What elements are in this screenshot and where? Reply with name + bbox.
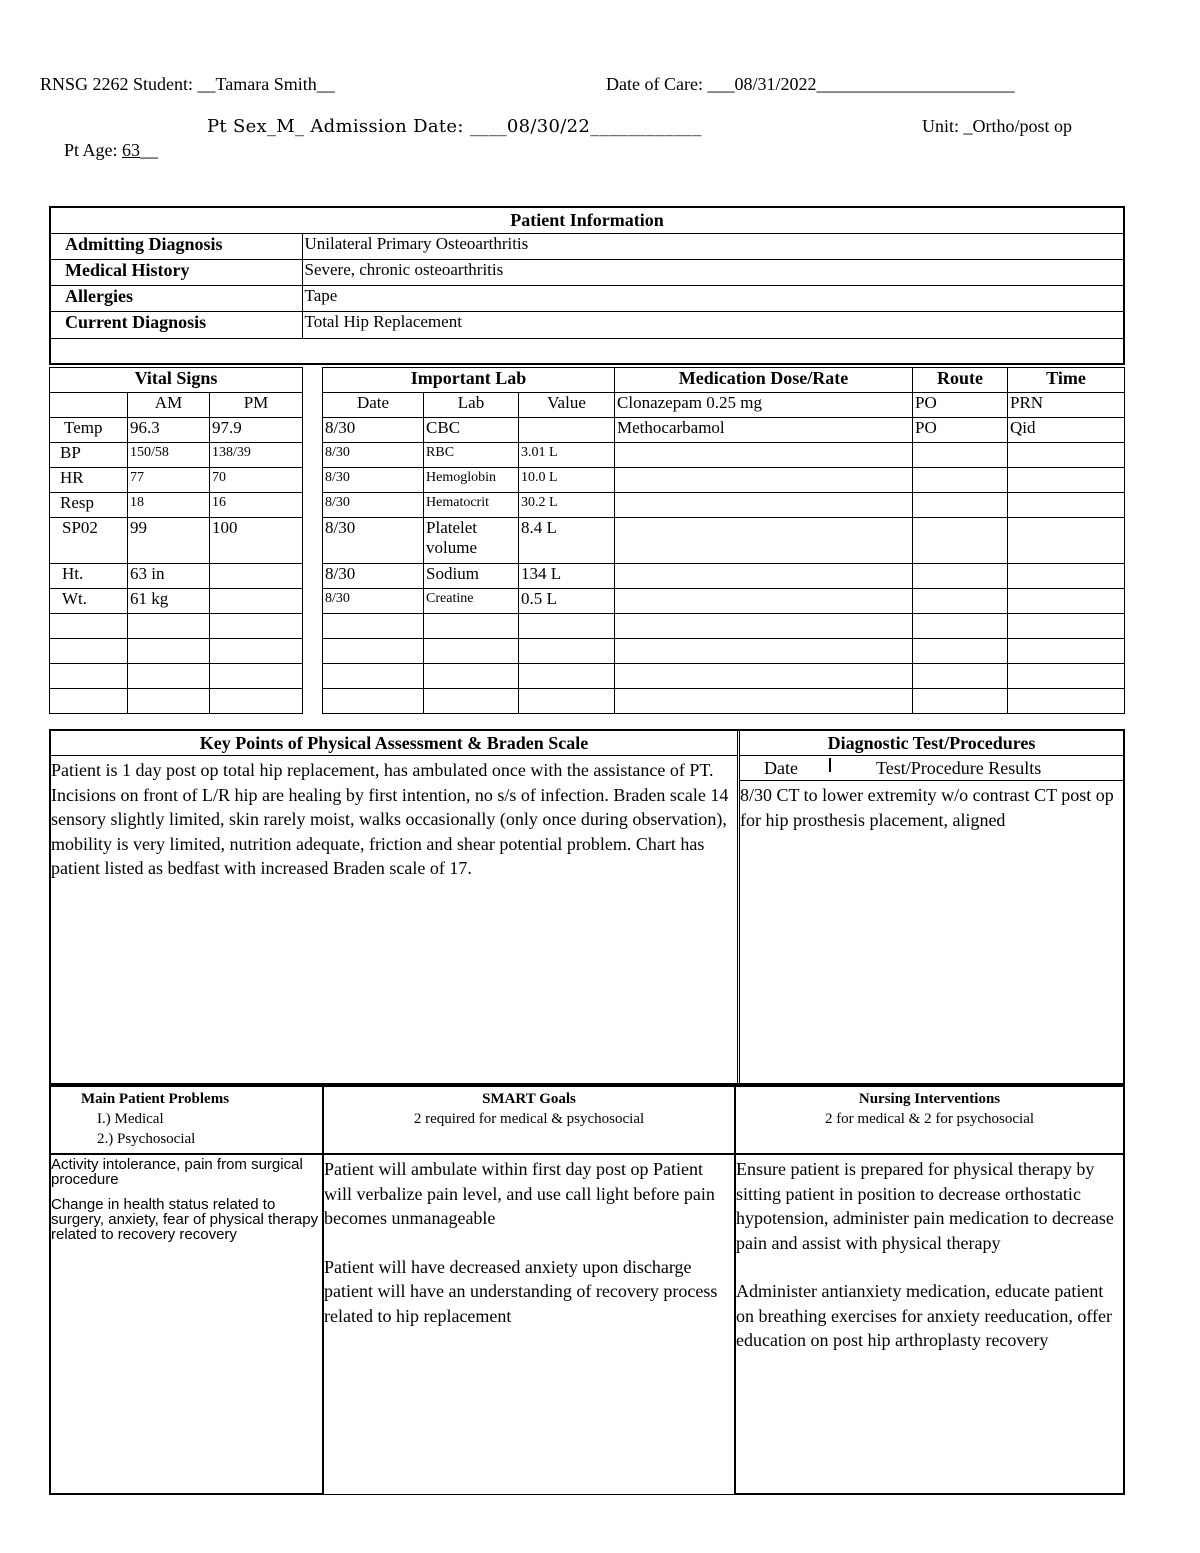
- lab-name: Platelet volume: [424, 518, 519, 564]
- unit-line: Unit: _Ortho/post op: [922, 116, 1073, 136]
- med-empty: [615, 468, 913, 493]
- lab-value: 10.0 L: [519, 468, 615, 493]
- vital-am: 77: [128, 468, 210, 493]
- current-diagnosis-label: Current Diagnosis: [50, 312, 302, 339]
- important-lab-title: Important Lab: [323, 368, 615, 393]
- lab-name: Creatine: [424, 589, 519, 614]
- diagnostic-text: 8/30 CT to lower extremity w/o contrast CT post op for hip prosthesis placement, aligned: [740, 785, 1114, 830]
- allergies-value: Tape: [302, 286, 1124, 312]
- header-divider: [829, 758, 831, 772]
- lab-name: CBC: [424, 418, 519, 443]
- lab-value: 3.01 L: [519, 443, 615, 468]
- lab-name: Hematocrit: [424, 493, 519, 518]
- problems-item-medical: I.) Medical: [97, 1111, 164, 1127]
- patient-info-table: [49, 206, 1125, 365]
- assessment-section: [49, 729, 1125, 1085]
- vital-label: Wt.: [50, 589, 128, 614]
- goals-header: [322, 1087, 736, 1155]
- lab-value: 30.2 L: [519, 493, 615, 518]
- goals-title: SMART Goals: [482, 1091, 576, 1107]
- med-empty: [615, 443, 913, 468]
- vital-pm: 70: [210, 468, 303, 493]
- problems-title: Main Patient Problems: [81, 1091, 230, 1107]
- psychosocial-problem-text: Change in health status related to surgery, anxiety, fear of physical therapy related to recovery recovery: [51, 1196, 319, 1243]
- age-line: [64, 140, 158, 161]
- vital-label: Ht.: [50, 564, 128, 589]
- problems-column: [49, 1085, 324, 1495]
- vital-am: 18: [128, 493, 210, 518]
- problems-header: [51, 1087, 322, 1155]
- med-empty: [1008, 468, 1125, 493]
- med-empty: [913, 564, 1008, 589]
- lab-value-header: Value: [519, 393, 615, 418]
- problems-item-psychosocial: 2.) Psychosocial: [97, 1131, 196, 1147]
- interventions-header: [736, 1087, 1123, 1155]
- pm-header: PM: [210, 393, 303, 418]
- vital-am: 96.3: [128, 418, 210, 443]
- vital-am: 63 in: [128, 564, 210, 589]
- vital-pm: 100: [210, 518, 303, 564]
- vital-label: Resp: [50, 493, 128, 518]
- vitals-labs-meds-table: [49, 367, 1125, 714]
- interventions-psychosocial-text: Administer antianxiety medication, educate patient on breathing exercises for anxiety reeducation, offer education on post hip arthroplasty recovery: [736, 1281, 1113, 1350]
- time-header: Time: [1008, 368, 1125, 393]
- med-empty: [913, 493, 1008, 518]
- interventions-column: [734, 1085, 1125, 1495]
- medical-history-value: Severe, chronic osteoarthritis: [302, 260, 1124, 286]
- date-of-care: Date of Care: ___08/31/2022______________________: [606, 74, 1015, 94]
- med-route: PO: [913, 393, 1008, 418]
- med-empty: [1008, 518, 1125, 564]
- vital-label: HR: [50, 468, 128, 493]
- interventions-subtitle: 2 for medical & 2 for psychosocial: [824, 1111, 1035, 1127]
- admitting-diagnosis-label: Admitting Diagnosis: [50, 234, 302, 260]
- physical-assessment-title: Key Points of Physical Assessment & Braden Scale: [51, 731, 737, 756]
- med-empty: [615, 564, 913, 589]
- med-time: Qid: [1008, 418, 1125, 443]
- med-empty: [615, 518, 913, 564]
- interventions-title: Nursing Interventions: [858, 1091, 1001, 1107]
- age-suffix: __: [140, 140, 159, 160]
- vital-am: 99: [128, 518, 210, 564]
- med-empty: [615, 493, 913, 518]
- med-empty: [615, 589, 913, 614]
- patient-info-title: Patient Information: [50, 207, 1124, 234]
- med-empty: [913, 468, 1008, 493]
- vitals-blank-header: [50, 393, 128, 418]
- medical-history-label: Medical History: [50, 260, 302, 286]
- am-header: AM: [128, 393, 210, 418]
- med-route: PO: [913, 418, 1008, 443]
- column-divider: [303, 368, 323, 714]
- goals-column: [322, 1085, 736, 1495]
- current-diagnosis-value: Total Hip Replacement: [302, 312, 1124, 339]
- care-plan-section: [49, 1085, 1125, 1495]
- medical-problem-text: Activity intolerance, pain from surgical procedure: [51, 1156, 303, 1188]
- age-value: 63: [122, 140, 141, 160]
- med-time: PRN: [1008, 393, 1125, 418]
- lab-date: 8/30: [323, 443, 424, 468]
- physical-assessment-panel: [51, 731, 740, 1083]
- physical-assessment-text: Patient is 1 day post op total hip replacement, has ambulated once with the assistance of PT. Incisions on front of L/R hip are healing by first intention, no s/s of infection. Braden scale 14 sensory slightly limited, skin rarely moist, walks occasionally (only once during observation), mobility is very limited, nutrition adequate, friction and shear potential problem. Chart has patient listed as bedfast with increased Braden scale of 17.: [51, 760, 729, 878]
- vital-pm: [210, 564, 303, 589]
- diagnostic-header-row: [740, 755, 1123, 781]
- allergies-label: Allergies: [50, 286, 302, 312]
- vital-pm: 97.9: [210, 418, 303, 443]
- lab-date: 8/30: [323, 418, 424, 443]
- diagnostic-results-header: Test/Procedure Results: [876, 758, 1042, 778]
- lab-value: 0.5 L: [519, 589, 615, 614]
- goals-medical-text: Patient will ambulate within first day post op Patient will verbalize pain level, and use call light before pain becomes unmanageable: [324, 1159, 715, 1228]
- vital-am: 61 kg: [128, 589, 210, 614]
- med-empty: [1008, 589, 1125, 614]
- student-line: RNSG 2262 Student: __Tamara Smith__: [40, 74, 335, 94]
- admitting-diagnosis-value: Unilateral Primary Osteoarthritis: [302, 234, 1124, 260]
- vital-signs-title: Vital Signs: [50, 368, 303, 393]
- med-empty: [913, 589, 1008, 614]
- sex-admission-line: Pt Sex_M_ Admission Date: ____08/30/22____________: [207, 116, 702, 137]
- med-name: Methocarbamol: [615, 418, 913, 443]
- lab-name: RBC: [424, 443, 519, 468]
- vital-pm: [210, 589, 303, 614]
- lab-value: [519, 418, 615, 443]
- age-label: Pt Age:: [64, 140, 123, 160]
- med-name: Clonazepam 0.25 mg: [615, 393, 913, 418]
- lab-name: Sodium: [424, 564, 519, 589]
- lab-value: 8.4 L: [519, 518, 615, 564]
- interventions-medical-text: Ensure patient is prepared for physical therapy by sitting patient in position to decrease orthostatic hypotension, administer pain medication to decrease pain and assist with physical therapy: [736, 1159, 1114, 1253]
- vital-pm: 16: [210, 493, 303, 518]
- med-empty: [1008, 564, 1125, 589]
- med-empty: [1008, 443, 1125, 468]
- vital-am: 150/58: [128, 443, 210, 468]
- vital-label: Temp: [50, 418, 128, 443]
- med-empty: [913, 518, 1008, 564]
- lab-date: 8/30: [323, 589, 424, 614]
- spacer-row: [50, 339, 1124, 364]
- lab-date-header: Date: [323, 393, 424, 418]
- goals-subtitle: 2 required for medical & psychosocial: [413, 1111, 645, 1127]
- diagnostic-title: Diagnostic Test/Procedures: [827, 733, 1036, 753]
- med-empty: [1008, 493, 1125, 518]
- vital-label: SP02: [50, 518, 128, 564]
- vital-pm: 138/39: [210, 443, 303, 468]
- lab-date: 8/30: [323, 468, 424, 493]
- diagnostic-panel: [740, 731, 1123, 1083]
- diagnostic-date-header: Date: [764, 758, 798, 778]
- route-header: Route: [913, 368, 1008, 393]
- lab-value: 134 L: [519, 564, 615, 589]
- lab-date: 8/30: [323, 518, 424, 564]
- med-dose-header: Medication Dose/Rate: [615, 368, 913, 393]
- med-empty: [913, 443, 1008, 468]
- lab-date: 8/30: [323, 564, 424, 589]
- lab-name: Hemoglobin: [424, 468, 519, 493]
- lab-name-header: Lab: [424, 393, 519, 418]
- lab-date: 8/30: [323, 493, 424, 518]
- goals-psychosocial-text: Patient will have decreased anxiety upon discharge patient will have an understanding of recovery process related to hip replacement: [324, 1256, 718, 1326]
- vital-label: BP: [50, 443, 128, 468]
